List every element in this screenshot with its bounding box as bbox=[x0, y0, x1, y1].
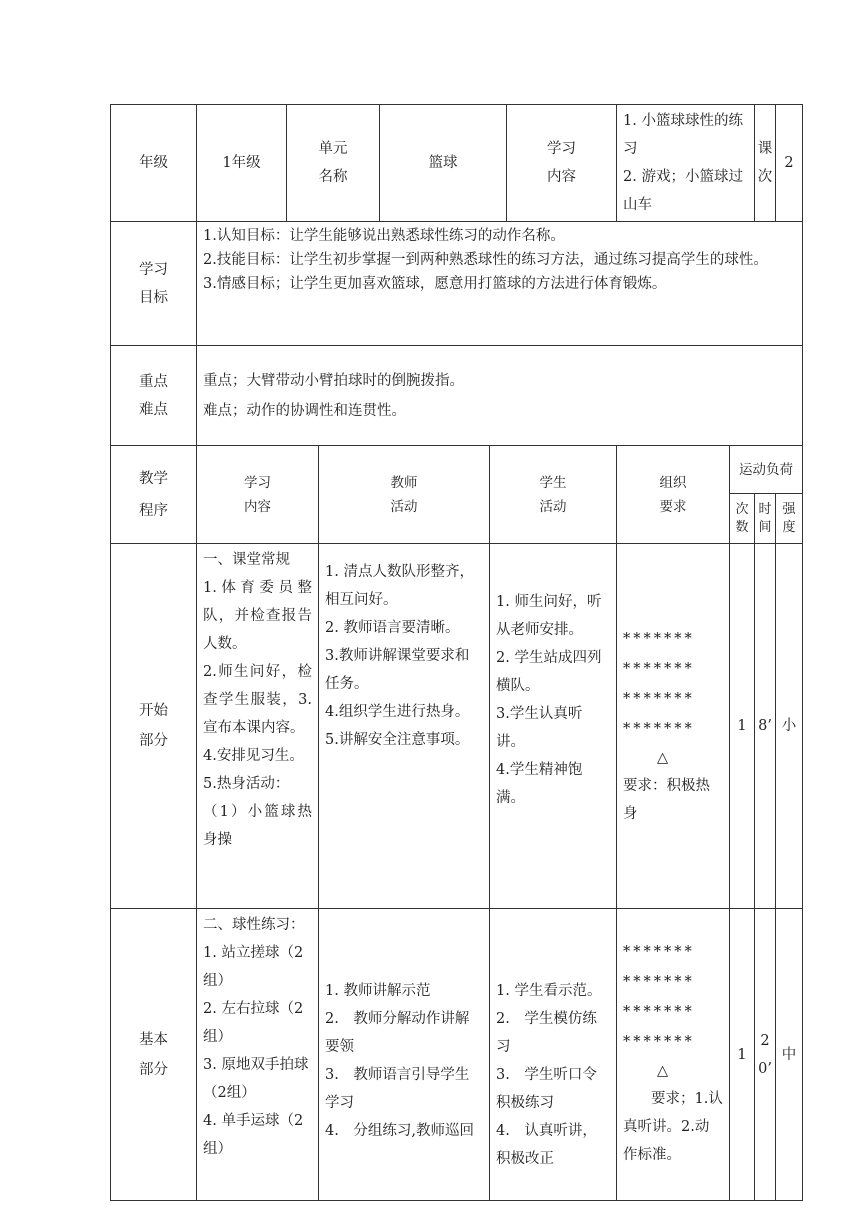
student-header: 学生 活动 bbox=[490, 446, 617, 544]
content-item: 2. 游戏；小篮球过山车 bbox=[623, 169, 743, 213]
teacher-line: 3. 教师语言引导学生学习 bbox=[325, 1067, 470, 1111]
organization-requirement: 要求；1.认真听讲。2.动作标准。 bbox=[623, 1091, 723, 1163]
intensity-header: 强 度 bbox=[776, 494, 803, 544]
organization-header: 组织 要求 bbox=[617, 446, 730, 544]
teacher-position-mark: △ bbox=[657, 750, 669, 766]
teacher-line: 5.讲解安全注意事项。 bbox=[325, 732, 470, 748]
section-content bbox=[197, 544, 319, 909]
student-line: 1. 师生问好，听从老师安排。 bbox=[496, 594, 602, 638]
student-line: 1. 学生看示范。 bbox=[496, 983, 602, 999]
objectives-row bbox=[111, 222, 803, 346]
unit-value: 篮球 bbox=[380, 105, 507, 222]
duration-value: 8’ bbox=[755, 544, 776, 909]
objective-item: 3.情感目标；让学生更加喜欢篮球，愿意用打篮球的方法进行体育锻炼。 bbox=[203, 276, 667, 292]
times-value: 1 bbox=[730, 544, 755, 909]
section-name: 开始 部分 bbox=[111, 544, 197, 909]
organization-requirement: 要求：积极热身 bbox=[623, 778, 710, 822]
content-line: 1.体育委员整队，并检查报告人数。 bbox=[203, 580, 312, 652]
times-header: 次 数 bbox=[730, 494, 755, 544]
procedure-header: 教学 程序 bbox=[111, 446, 197, 544]
section-name: 基本 部分 bbox=[111, 909, 197, 1201]
key-points-content bbox=[197, 346, 803, 446]
teacher-line: 4.组织学生进行热身。 bbox=[325, 704, 470, 720]
column-header-row bbox=[111, 446, 803, 494]
teacher-line: 4. 分组练习,教师巡回 bbox=[325, 1123, 474, 1139]
content-line: 二、球性练习： bbox=[203, 917, 305, 933]
teacher-position-mark: △ bbox=[657, 1063, 669, 1079]
content-items bbox=[617, 105, 755, 222]
teacher-line: 2. 教师语言要清晰。 bbox=[325, 620, 460, 636]
lesson-label: 课 次 bbox=[755, 105, 776, 222]
content-line: 1. 站立搓球（2组） bbox=[203, 945, 304, 989]
teacher-line: 1. 清点人数队形整齐，相互问好。 bbox=[325, 564, 474, 608]
content-line: 一、课堂常规 bbox=[203, 552, 290, 568]
load-header: 运动负荷 bbox=[730, 446, 803, 494]
key-point: 重点；大臂带动小臂拍球时的倒腕拨指。 bbox=[203, 372, 464, 389]
student-activity bbox=[490, 544, 617, 909]
objectives-label: 学习 目标 bbox=[111, 222, 197, 346]
times-value: 1 bbox=[730, 909, 755, 1201]
content-line: 3. 原地双手拍球（2组） bbox=[203, 1057, 309, 1101]
lesson-value: 2 bbox=[776, 105, 803, 222]
content-line: 4. 单手运球（2组） bbox=[203, 1113, 304, 1157]
teacher-header: 教师 活动 bbox=[319, 446, 490, 544]
header-row bbox=[111, 105, 803, 222]
student-formation: ******* ******* ******* ******* bbox=[623, 631, 695, 737]
section-row-start bbox=[111, 544, 803, 909]
organization-cell bbox=[617, 909, 730, 1201]
teacher-activity bbox=[319, 544, 490, 909]
difficulty-point: 难点；动作的协调性和连贯性。 bbox=[203, 402, 406, 419]
section-row-basic bbox=[111, 909, 803, 1201]
content-line: 5.热身活动： bbox=[203, 776, 290, 792]
section-content bbox=[197, 909, 319, 1201]
grade-label: 年级 bbox=[111, 105, 197, 222]
teacher-activity bbox=[319, 909, 490, 1201]
content-line: 2.师生问好，检查学生服装，3.宣布本课内容。 bbox=[203, 664, 312, 736]
content-item: 1. 小篮球球性的练习 bbox=[623, 113, 743, 157]
student-activity bbox=[490, 909, 617, 1201]
objective-item: 2.技能目标：让学生初步掌握一到两种熟悉球性的练习方法，通过练习提高学生的球性。 bbox=[203, 252, 768, 268]
student-formation: ******* ******* ******* ******* bbox=[623, 944, 695, 1050]
grade-value: 1年级 bbox=[197, 105, 287, 222]
intensity-value: 小 bbox=[776, 544, 803, 909]
duration-header: 时 间 bbox=[755, 494, 776, 544]
student-line: 4. 认真听讲，积极改正 bbox=[496, 1123, 597, 1167]
student-line: 3.学生认真听讲。 bbox=[496, 706, 583, 750]
student-line: 3. 学生听口令积极练习 bbox=[496, 1067, 597, 1111]
unit-label: 单元 名称 bbox=[287, 105, 380, 222]
objectives-content bbox=[197, 222, 803, 346]
content-label: 学习 内容 bbox=[507, 105, 617, 222]
student-line: 4.学生精神饱满。 bbox=[496, 762, 583, 806]
organization-cell bbox=[617, 544, 730, 909]
lesson-plan-table bbox=[110, 104, 803, 1201]
student-line: 2. 学生模仿练习 bbox=[496, 1011, 597, 1055]
objective-item: 1.认知目标：让学生能够说出熟悉球性练习的动作名称。 bbox=[203, 228, 565, 244]
content-header: 学习 内容 bbox=[197, 446, 319, 544]
duration-value: 20’ bbox=[755, 909, 776, 1201]
teacher-line: 1. 教师讲解示范 bbox=[325, 983, 431, 999]
teacher-line: 2. 教师分解动作讲解要领 bbox=[325, 1011, 470, 1055]
content-line: （1）小篮球热身操 bbox=[203, 804, 312, 848]
content-line: 4.安排见习生。 bbox=[203, 748, 304, 764]
content-line: 2. 左右拉球（2组） bbox=[203, 1001, 304, 1045]
teacher-line: 3.教师讲解课堂要求和任务。 bbox=[325, 648, 470, 692]
key-points-row bbox=[111, 346, 803, 446]
intensity-value: 中 bbox=[776, 909, 803, 1201]
key-points-label: 重点 难点 bbox=[111, 346, 197, 446]
student-line: 2. 学生站成四列横队。 bbox=[496, 650, 602, 694]
